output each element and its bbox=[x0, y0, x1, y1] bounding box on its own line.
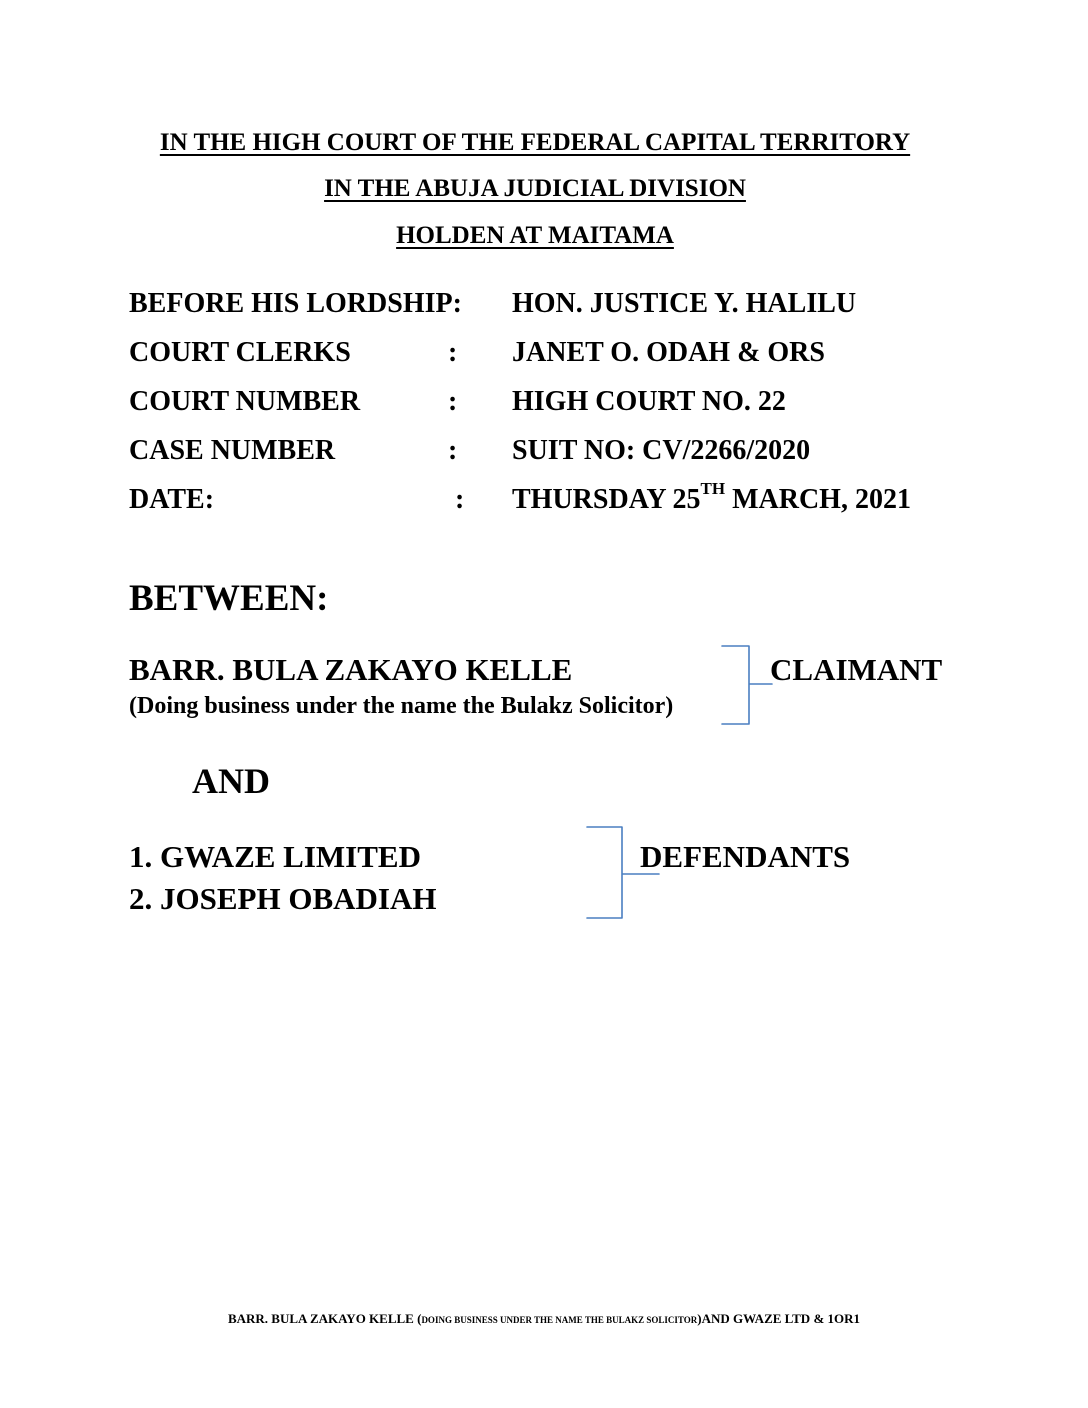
claimant-brace bbox=[718, 644, 778, 728]
date-label: DATE: bbox=[129, 484, 215, 515]
defendant-2: 2. JOSEPH OBADIAH bbox=[129, 881, 437, 916]
clerks-colon: : bbox=[448, 337, 458, 368]
clerks-label: COURT CLERKS bbox=[129, 337, 351, 368]
claimant-note: (Doing business under the name the Bulakz Solicitor) bbox=[129, 693, 674, 719]
lordship-label: BEFORE HIS LORDSHIP: bbox=[129, 288, 462, 319]
case-number-label: CASE NUMBER bbox=[129, 435, 336, 466]
date-value-prefix: THURSDAY 25 bbox=[512, 484, 701, 515]
footer-part-1: BARR. BULA ZAKAYO KELLE ( bbox=[227, 1311, 422, 1326]
holden-title: HOLDEN AT MAITAMA bbox=[396, 222, 674, 249]
court-number-colon: : bbox=[448, 386, 458, 417]
case-number-colon: : bbox=[448, 435, 458, 466]
clerks-value: JANET O. ODAH & ORS bbox=[512, 337, 825, 368]
date-colon: : bbox=[455, 484, 465, 515]
footer-part-3: )AND GWAZE LTD & 1OR1 bbox=[697, 1311, 861, 1326]
between-heading: BETWEEN: bbox=[129, 578, 329, 619]
date-value-suffix: MARCH, 2021 bbox=[725, 484, 911, 515]
court-number-label: COURT NUMBER bbox=[129, 386, 361, 417]
footer-part-2: DOING BUSINESS UNDER THE NAME THE BULAKZ SOLICITOR bbox=[421, 1315, 698, 1325]
claimant-name: BARR. BULA ZAKAYO KELLE bbox=[129, 652, 573, 687]
division-title: IN THE ABUJA JUDICIAL DIVISION bbox=[324, 175, 746, 202]
defendants-brace bbox=[584, 824, 668, 924]
and-label: AND bbox=[192, 761, 270, 801]
claimant-brace-path bbox=[722, 646, 772, 724]
defendant-1: 1. GWAZE LIMITED bbox=[129, 839, 421, 874]
date-value bbox=[512, 479, 911, 516]
defendants-role: DEFENDANTS bbox=[640, 839, 851, 874]
court-title: IN THE HIGH COURT OF THE FEDERAL CAPITAL TERRITORY bbox=[159, 129, 911, 156]
date-ordinal: TH bbox=[700, 479, 726, 498]
lordship-value: HON. JUSTICE Y. HALILU bbox=[512, 288, 857, 319]
court-number-value: HIGH COURT NO. 22 bbox=[512, 386, 786, 417]
defendants-brace-path bbox=[587, 827, 659, 918]
claimant-role: CLAIMANT bbox=[770, 652, 943, 687]
case-number-value: SUIT NO: CV/2266/2020 bbox=[512, 435, 811, 466]
page-footer bbox=[0, 1311, 1088, 1327]
